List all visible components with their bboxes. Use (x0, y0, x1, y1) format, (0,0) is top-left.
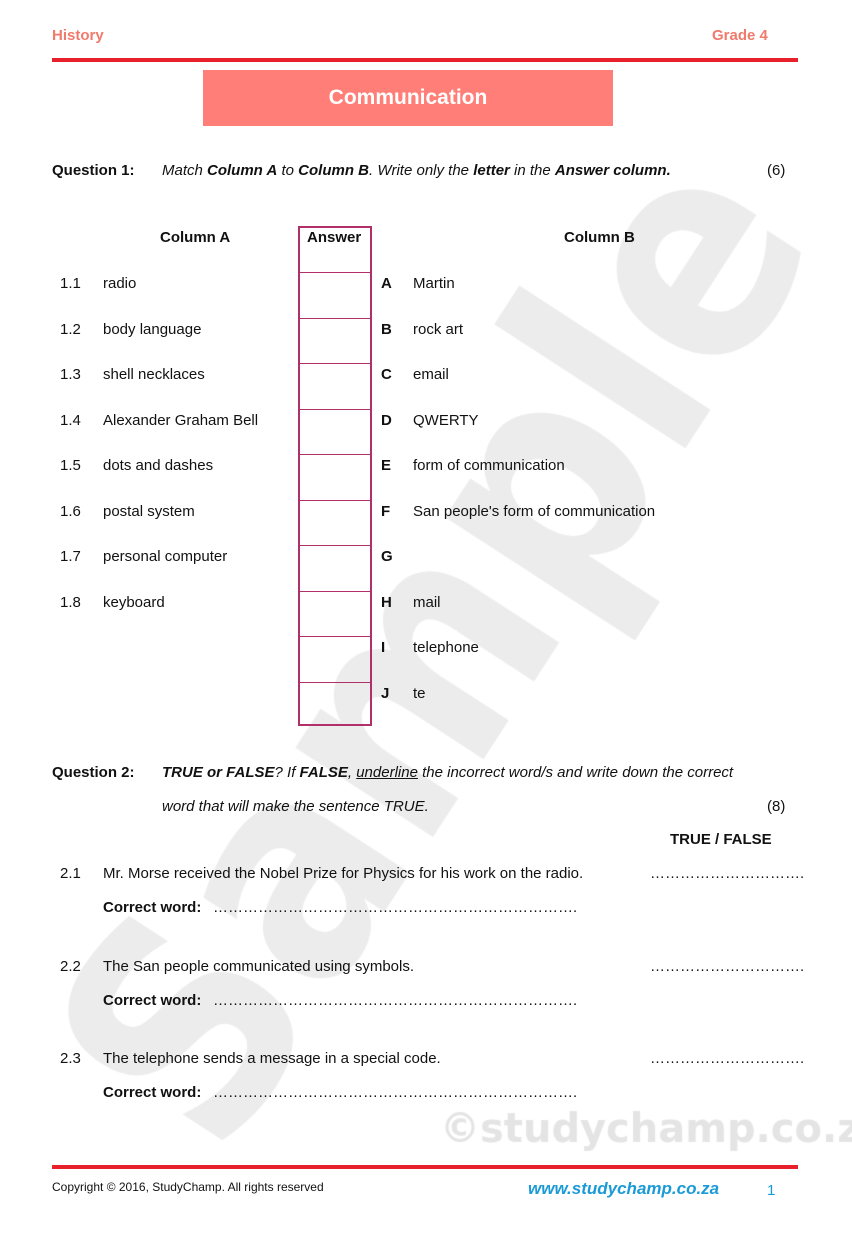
column-b-item: rock art (413, 320, 464, 338)
column-a-item: Alexander Graham Bell (103, 411, 259, 429)
question-2-marks: (8) (767, 798, 786, 815)
item-number: 1.2 (60, 320, 81, 338)
question-label: Question 2: (52, 764, 135, 781)
option-letter: A (381, 275, 392, 292)
question-2-instructions (52, 764, 734, 781)
column-b-item: Martin (413, 275, 455, 292)
column-b-item: telephone (413, 639, 479, 656)
instr-text: ? If (274, 764, 300, 781)
instr-text: underline (356, 764, 418, 781)
question-2-instructions-line2: word that will make the sentence TRUE. (162, 798, 429, 815)
page-number: 1 (767, 1182, 776, 1199)
question-1-instructions (52, 162, 671, 179)
correct-word-label: Correct word: (103, 991, 202, 1009)
correct-word-field[interactable]: ………………………………………………………………. (213, 899, 578, 916)
answer-cell[interactable] (300, 410, 370, 454)
statement: Mr. Morse received the Nobel Prize for Physics for his work on the radio. (103, 865, 584, 882)
instr-text: Match (162, 162, 208, 179)
column-a-header: Column A (160, 229, 231, 246)
column-b-item: form of communication (413, 457, 565, 474)
instr-text: , (347, 764, 357, 781)
true-false-answer-field[interactable]: …………………………. (650, 1050, 805, 1067)
header-divider (52, 58, 798, 62)
instr-text: FALSE (299, 764, 348, 781)
option-letter: G (381, 548, 393, 565)
correct-word-label: Correct word: (103, 1084, 202, 1101)
item-number: 2.2 (60, 957, 81, 975)
item-number: 1.6 (60, 502, 81, 520)
instr-text: the incorrect word/s and write down the correct (417, 764, 734, 781)
item-number: 1.1 (60, 275, 81, 292)
instr-text: Column B (298, 162, 369, 179)
true-false-answer-field[interactable]: …………………………. (650, 957, 805, 975)
instr-text: TRUE or FALSE (162, 764, 275, 781)
item-number: 1.3 (60, 366, 81, 383)
answer-cell[interactable] (300, 455, 370, 499)
column-b-item: email (413, 366, 449, 383)
column-a-item: shell necklaces (103, 366, 205, 383)
option-letter: B (381, 320, 392, 338)
page-title: Communication (203, 70, 613, 126)
column-a-item: radio (103, 275, 137, 292)
statement: The telephone sends a message in a special code. (103, 1050, 441, 1067)
answer-cell[interactable] (300, 501, 370, 545)
answer-cell[interactable] (300, 592, 370, 636)
answer-cell[interactable] (300, 364, 370, 408)
statement: The San people communicated using symbols. (103, 957, 415, 975)
instr-text: Answer column. (554, 162, 671, 179)
instr-text: to (277, 162, 299, 179)
true-false-answer-field[interactable]: …………………………. (650, 865, 805, 882)
answer-column (298, 226, 372, 726)
column-a-item: body language (103, 320, 202, 338)
question-1-marks: (6) (767, 162, 786, 179)
correct-word-field[interactable]: ………………………………………………………………. (213, 1084, 578, 1101)
item-number: 2.1 (60, 865, 81, 882)
correct-word-field[interactable]: ………………………………………………………………. (213, 991, 578, 1009)
option-letter: H (381, 593, 392, 611)
option-letter: E (381, 457, 392, 474)
option-letter: I (381, 639, 386, 656)
instr-text: in the (509, 162, 555, 179)
answer-cell[interactable] (300, 273, 370, 317)
correct-word-label: Correct word: (103, 899, 202, 916)
footer-divider (52, 1165, 798, 1169)
column-b-item: QWERTY (413, 411, 479, 429)
column-a-item: keyboard (103, 593, 165, 611)
option-letter: D (381, 411, 392, 429)
grade-label: Grade 4 (712, 27, 768, 44)
item-number: 2.3 (60, 1050, 81, 1067)
option-letter: C (381, 366, 392, 383)
item-number: 1.7 (60, 548, 81, 565)
item-number: 1.5 (60, 457, 81, 474)
answer-cell[interactable] (300, 683, 370, 727)
question-label: Question 1: (52, 162, 135, 179)
column-b-header: Column B (564, 229, 635, 246)
item-number: 1.4 (60, 411, 81, 429)
item-number: 1.8 (60, 593, 81, 611)
option-letter: J (381, 684, 390, 702)
true-false-header: TRUE / FALSE (670, 831, 772, 848)
column-b-item: te (413, 684, 426, 702)
copyright-text: Copyright © 2016, StudyChamp. All rights reserved (52, 1180, 324, 1194)
instr-text: . Write only the (368, 162, 474, 179)
column-b-item: mail (413, 593, 441, 611)
answer-cell[interactable] (300, 546, 370, 590)
column-a-item: dots and dashes (103, 457, 214, 474)
subject-label: History (52, 27, 104, 44)
answer-cell[interactable] (300, 637, 370, 681)
column-b-item: San people's form of communication (413, 502, 656, 520)
website-link[interactable]: www.studychamp.co.za (528, 1179, 720, 1198)
option-letter: F (381, 502, 391, 520)
column-a-item: personal computer (103, 548, 228, 565)
instr-text: letter (473, 162, 510, 179)
instr-text: Column A (207, 162, 278, 179)
answer-cell[interactable] (300, 319, 370, 363)
answer-header: Answer (307, 229, 362, 246)
column-a-item: postal system (103, 502, 195, 520)
